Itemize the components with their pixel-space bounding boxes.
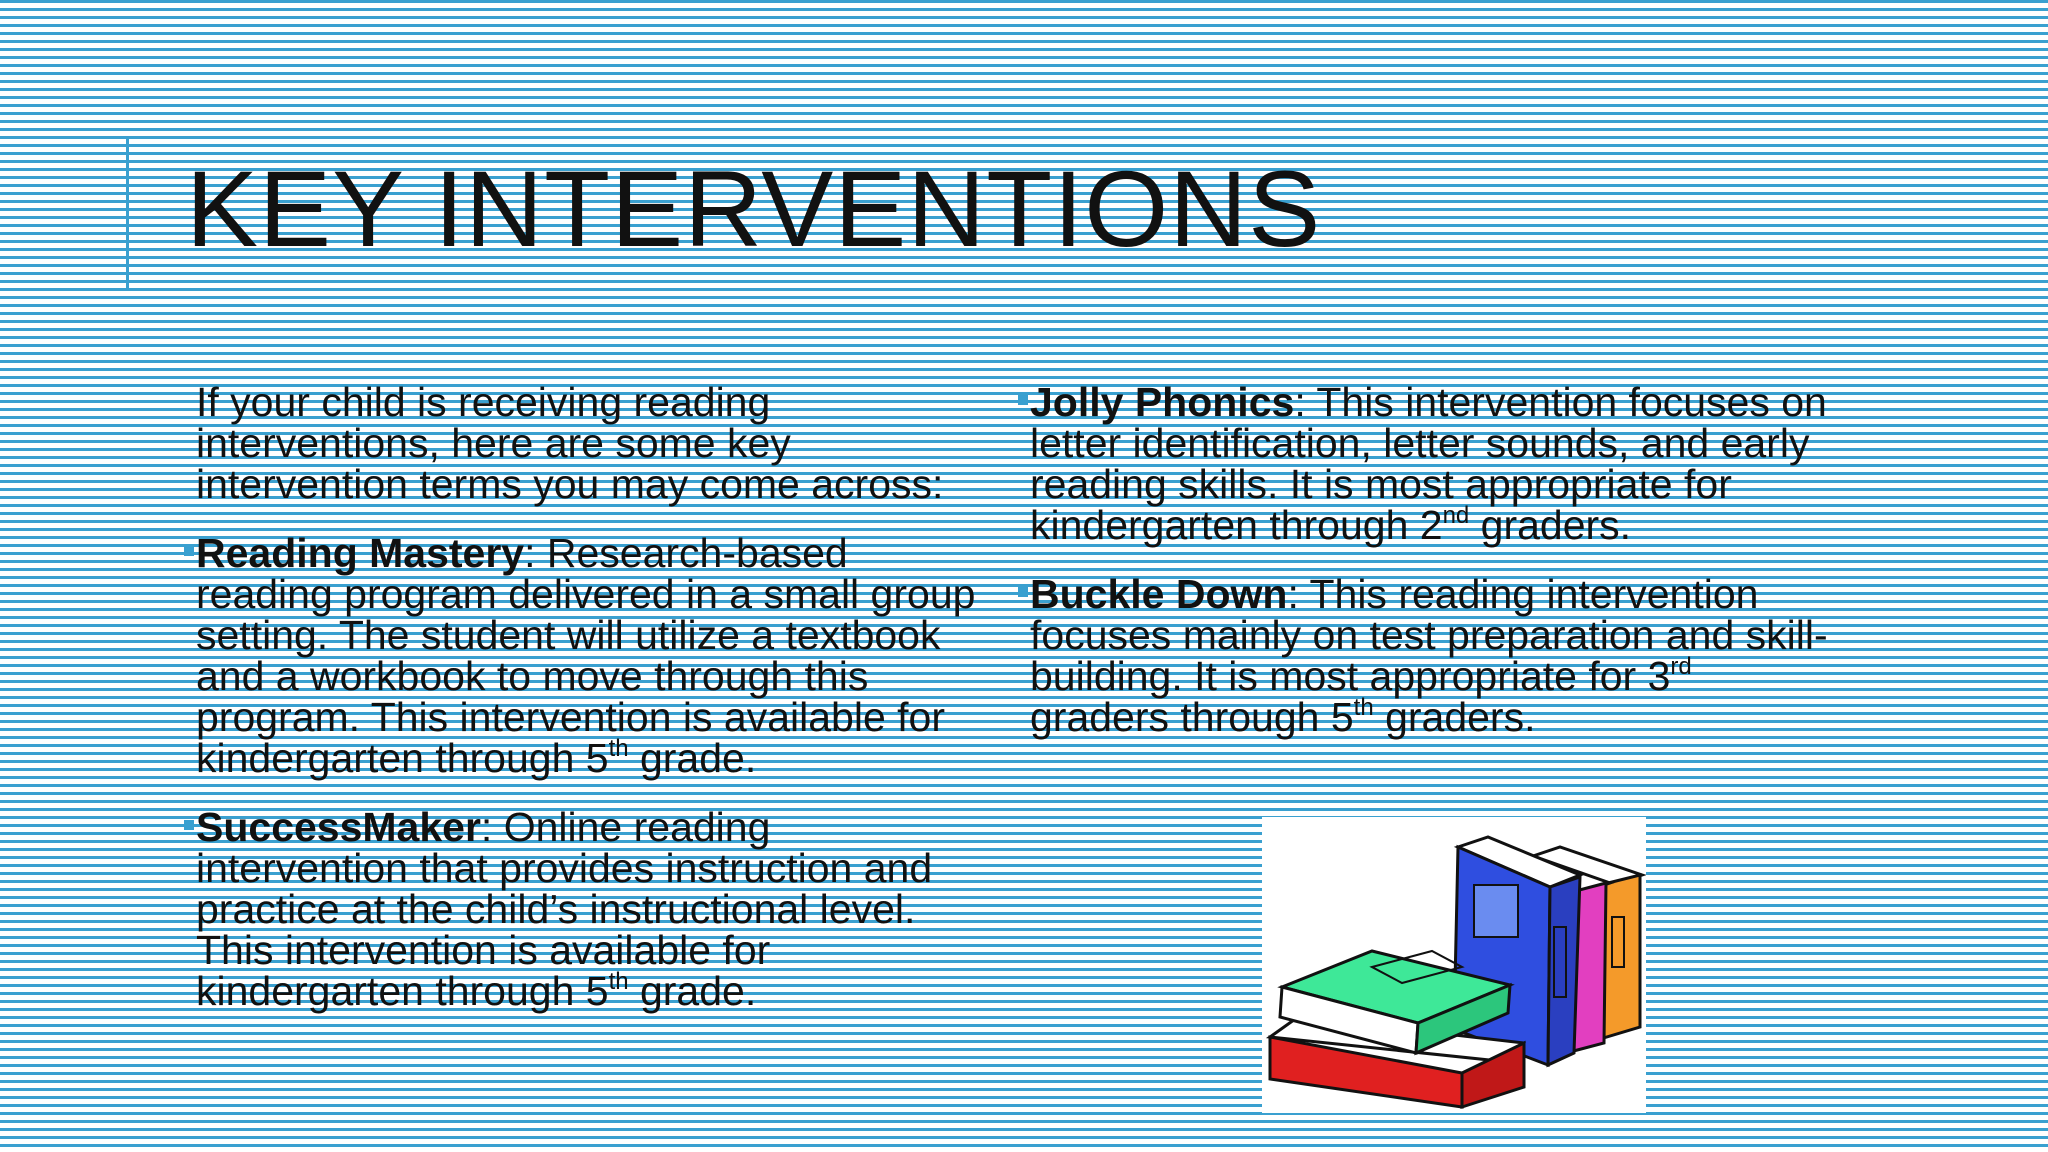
term-successmaker: SuccessMaker bbox=[196, 804, 481, 850]
slide-title: KEY INTERVENTIONS bbox=[186, 148, 1322, 269]
desc-buckle-down: : This reading intervention focuses mainly on test preparation and skill-building. It is most appropriate for 3 bbox=[1030, 571, 1828, 699]
desc-tail: grade. bbox=[628, 735, 757, 781]
desc-tail: graders. bbox=[1373, 694, 1536, 740]
right-column bbox=[1030, 379, 1830, 766]
list-item-reading-mastery bbox=[196, 530, 986, 781]
title-accent-rule bbox=[126, 138, 129, 290]
term-buckle-down: Buckle Down bbox=[1030, 571, 1288, 617]
term-jolly-phonics: Jolly Phonics bbox=[1030, 379, 1295, 425]
desc-mid: graders through 5 bbox=[1030, 694, 1354, 740]
books-clipart-icon bbox=[1262, 817, 1646, 1113]
desc-successmaker: : Online reading intervention that provides instruction and practice at the child’s instructional level. This intervention is available for kindergarten through 5 bbox=[196, 804, 933, 1014]
superscript: rd bbox=[1670, 653, 1692, 680]
bullet-icon bbox=[184, 820, 194, 830]
bullet-icon bbox=[1018, 587, 1028, 597]
desc-jolly-phonics: : This intervention focuses on letter identification, letter sounds, and early reading skills. It is most appropriate for kindergarten through 2 bbox=[1030, 379, 1827, 548]
desc-tail: graders. bbox=[1469, 502, 1632, 548]
list-item-buckle-down bbox=[1030, 571, 1830, 740]
bullet-icon bbox=[1018, 395, 1028, 405]
left-column bbox=[196, 379, 986, 1040]
desc-tail: grade. bbox=[628, 968, 757, 1014]
intro-text: If your child is receiving reading interventions, here are some key intervention terms you may come across: bbox=[196, 379, 944, 507]
list-item-jolly-phonics bbox=[1030, 379, 1830, 548]
superscript: th bbox=[608, 968, 629, 995]
list-item-successmaker bbox=[196, 804, 986, 1014]
superscript: th bbox=[608, 735, 629, 762]
term-reading-mastery: Reading Mastery bbox=[196, 530, 525, 576]
bullet-icon bbox=[184, 546, 194, 556]
superscript: nd bbox=[1442, 502, 1470, 529]
superscript: th bbox=[1353, 694, 1374, 721]
desc-reading-mastery: : Research-based reading program delivered in a small group setting. The student will utilize a textbook and a workbook to move through this program. This intervention is available for kindergarten through 5 bbox=[196, 530, 976, 781]
